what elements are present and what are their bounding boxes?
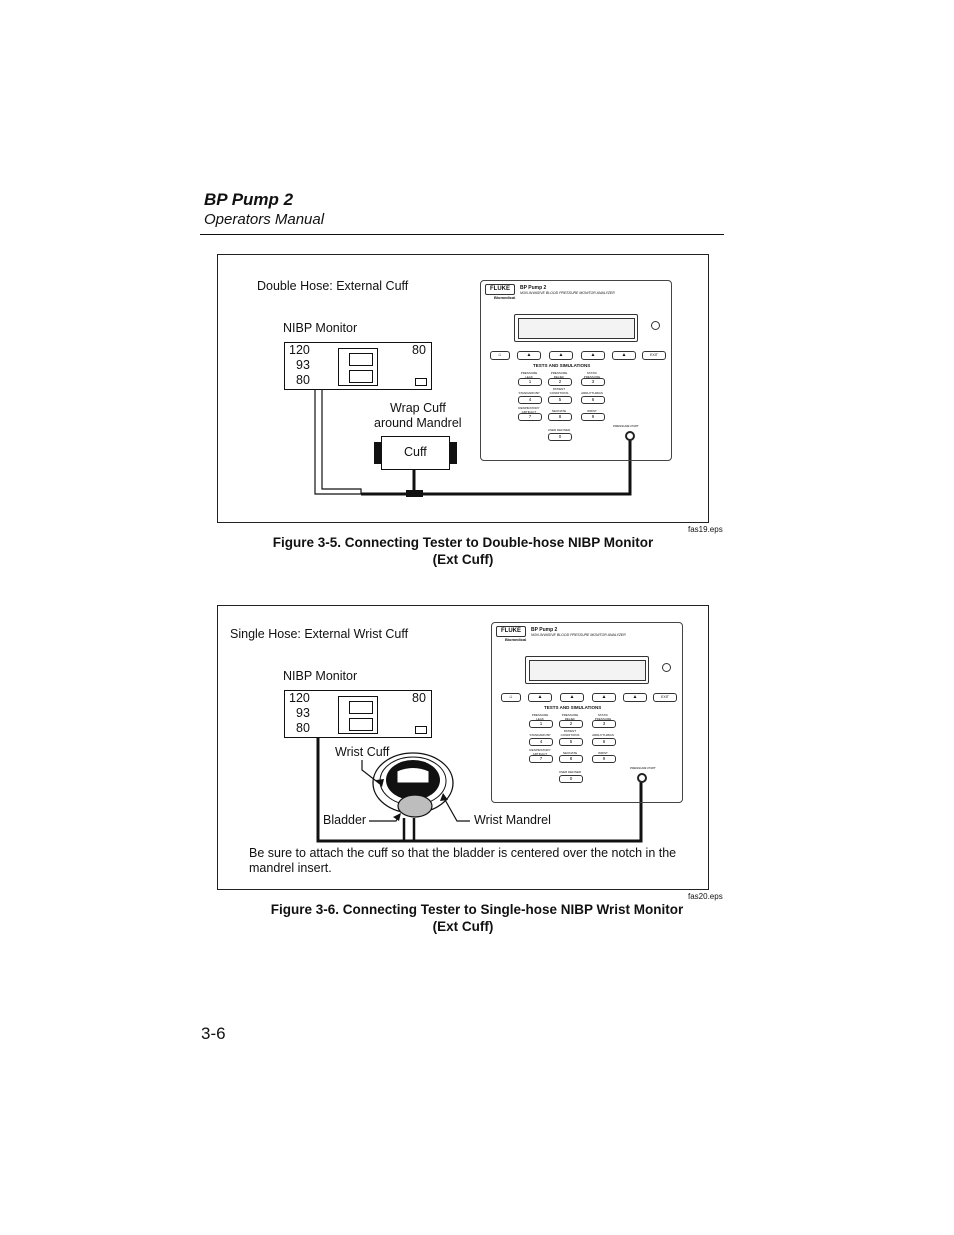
fig2-key-1: 1 — [529, 720, 553, 728]
fig1-model: BP Pump 2 — [520, 285, 547, 291]
fig2-section-title: TESTS AND SIMULATIONS — [544, 705, 602, 710]
fig2-key-3: 3 — [592, 720, 616, 728]
fig2-model: BP Pump 2 — [531, 627, 558, 633]
fig2-softkey-3: ▲ — [592, 693, 616, 702]
fig2-lcd — [525, 656, 649, 684]
fig1-eps-label: fas19.eps — [688, 525, 723, 534]
fig2-key-5: 5 — [559, 738, 583, 746]
fig1-key-0: 0 — [548, 433, 572, 441]
fig1-brand-sub: Biomedical — [494, 295, 516, 300]
fig2-monitor-label: NIBP Monitor — [283, 669, 358, 683]
fig1-fluke-logo: FLUKE — [485, 284, 515, 295]
fig1-cuff-label: Cuff — [404, 445, 427, 459]
fig1-softkey-4: ▲ — [612, 351, 636, 360]
fig1-section-title: TESTS AND SIMULATIONS — [533, 363, 591, 368]
fig2-lcd-screen — [529, 660, 646, 681]
fig2-home-key: ⌂ — [501, 693, 521, 702]
fig2-key-label-4: STANDARD BP — [529, 733, 551, 737]
fig2-caption-line2: (Ext Cuff) — [432, 919, 494, 934]
fig1-key-5: 5 — [548, 396, 572, 404]
fig2-reading-systolic: 120 — [289, 691, 310, 705]
fig2-key-label-7: RESPIRATORY ARTIFACT — [529, 748, 551, 756]
fig2-heading: Single Hose: External Wrist Cuff — [230, 627, 409, 641]
fig1-key-4: 4 — [518, 396, 542, 404]
fig2-softkey-1: ▲ — [528, 693, 552, 702]
fig1-key-label-5: PATIENT CONDITIONS — [549, 387, 569, 395]
fig2-key-2: 2 — [559, 720, 583, 728]
fig2-bladder-label: Bladder — [323, 813, 367, 827]
fig1-reading-diastolic: 93 — [296, 358, 310, 372]
fig1-reading-right: 80 — [412, 343, 426, 357]
fig1-key-7: 7 — [518, 413, 542, 421]
fig2-brand-sub: Biomedical — [505, 637, 527, 642]
fig2-key-4: 4 — [529, 738, 553, 746]
fig2-softkey-4: ▲ — [623, 693, 647, 702]
page-number: 3-6 — [201, 1024, 226, 1043]
fig1-home-key: ⌂ — [490, 351, 510, 360]
fig2-wrist-cuff-label: Wrist Cuff — [335, 745, 390, 759]
fig2-reading-right: 80 — [412, 691, 426, 705]
fig1-key-label-1: PRESSURE LEAK — [520, 371, 538, 379]
manual-title: BP Pump 2 — [204, 190, 294, 209]
manual-subtitle: Operators Manual — [204, 211, 325, 228]
fig1-softkey-1: ▲ — [517, 351, 541, 360]
fig2-pressure-port — [637, 773, 647, 783]
fig1-key-label-9: WRIST — [587, 409, 597, 413]
fig1-exit-key: EXIT — [642, 351, 666, 360]
fig1-key-6: 6 — [581, 396, 605, 404]
fig1-port-label: PRESSURE PORT — [613, 424, 639, 428]
fig1-key-2: 2 — [548, 378, 572, 386]
fig2-key-label-8: NEONATE — [562, 751, 578, 755]
fig1-key-3: 3 — [581, 378, 605, 386]
fig1-key-label-7: RESPIRATORY ARTIFACT — [518, 406, 540, 414]
fig1-softkey-2: ▲ — [549, 351, 573, 360]
fig1-key-label-4: STANDARD BP — [518, 391, 540, 395]
fig2-key-label-1: PRESSURE LEAK — [531, 713, 549, 721]
fig2-key-0: 0 — [559, 775, 583, 783]
fig2-key-9: 9 — [592, 755, 616, 763]
fig1-wrap-label-2: around Mandrel — [374, 416, 462, 430]
fig2-reading-diastolic: 93 — [296, 706, 310, 720]
fig1-softkey-3: ▲ — [581, 351, 605, 360]
fig2-light-icon — [662, 663, 671, 672]
fig2-key-label-5: PATIENT CONDITIONS — [560, 729, 580, 737]
fig2-exit-key: EXIT — [653, 693, 677, 702]
fig1-key-8: 8 — [548, 413, 572, 421]
fig2-softkey-2: ▲ — [560, 693, 584, 702]
fig2-reading-mean: 80 — [296, 721, 310, 735]
fig2-tagline: NON-INVASIVE BLOOD PRESSURE MONITOR ANALYZER — [531, 633, 626, 637]
fig1-key-label-8: NEONATE — [551, 409, 567, 413]
fig2-key-label-9: WRIST — [598, 751, 608, 755]
fig1-key-label-0: USER DEFINED — [547, 428, 571, 432]
fig2-port-label: PRESSURE PORT — [630, 766, 656, 770]
fig1-caption-line2: (Ext Cuff) — [432, 552, 494, 567]
fig1-key-label-2: PRESSURE RELIEF — [550, 371, 568, 379]
fig2-key-label-3: STATIC PRESSURE — [594, 713, 612, 721]
fig1-key-9: 9 — [581, 413, 605, 421]
fig1-tagline: NON-INVASIVE BLOOD PRESSURE MONITOR ANALYZER — [520, 291, 615, 295]
fig2-tester-device — [491, 622, 683, 803]
fig2-key-8: 8 — [559, 755, 583, 763]
fig1-wrap-label-1: Wrap Cuff — [390, 401, 446, 415]
fig2-eps-label: fas20.eps — [688, 892, 723, 901]
fig1-key-label-6: ARRHYTHMIAS — [581, 391, 603, 395]
fig2-key-7: 7 — [529, 755, 553, 763]
fig1-monitor-label: NIBP Monitor — [283, 321, 358, 335]
fig2-key-6: 6 — [592, 738, 616, 746]
fig1-key-label-3: STATIC PRESSURE — [583, 371, 601, 379]
fig2-key-label-0: USER DEFINED — [558, 770, 582, 774]
fig2-fluke-logo: FLUKE — [496, 626, 526, 637]
fig2-note: Be sure to attach the cuff so that the bladder is centered over the notch in the mandrel insert. — [249, 846, 677, 875]
fig2-caption-line1: Figure 3-6. Connecting Tester to Single-hose NIBP Wrist Monitor — [270, 902, 684, 917]
fig1-reading-mean: 80 — [296, 373, 310, 387]
fig2-key-label-2: PRESSURE RELIEF — [561, 713, 579, 721]
fig1-heading: Double Hose: External Cuff — [257, 279, 409, 293]
fig1-reading-systolic: 120 — [289, 343, 310, 357]
fig1-caption-line1: Figure 3-5. Connecting Tester to Double-hose NIBP Monitor — [272, 535, 654, 550]
fig1-key-1: 1 — [518, 378, 542, 386]
fig2-wrist-mandrel-label: Wrist Mandrel — [474, 813, 551, 827]
fig2-key-label-6: ARRHYTHMIAS — [592, 733, 614, 737]
